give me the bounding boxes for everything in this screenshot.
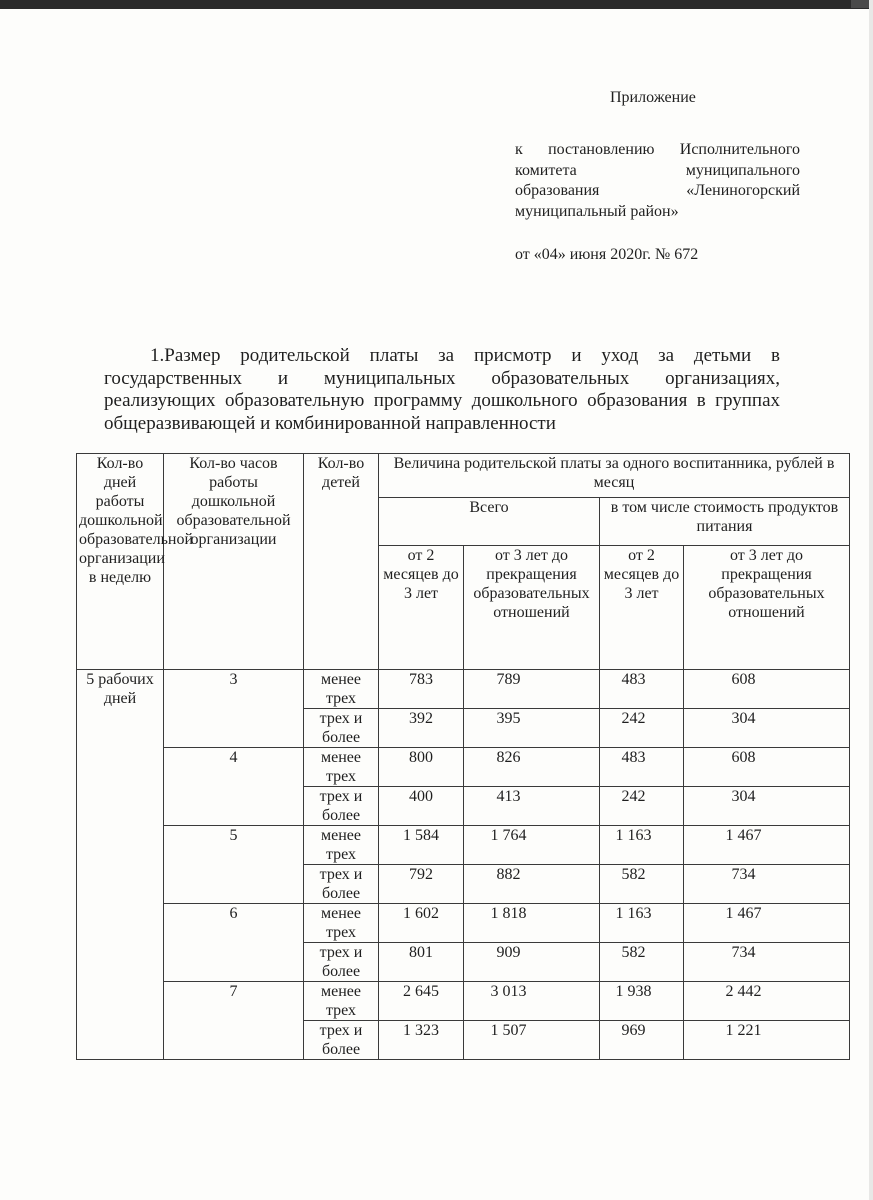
hours-cell: 4: [164, 748, 304, 826]
value-cell: 400: [379, 787, 464, 826]
value-cell: 1 938: [600, 982, 684, 1021]
heading-line: реализующих образовательную программу дошкольного образования в группах: [104, 390, 780, 411]
header-hours: Кол-во часов работы дошкольной образовательной организации: [164, 454, 304, 670]
value-cell: 1 163: [600, 904, 684, 943]
value-cell: 608: [684, 748, 850, 787]
value-cell: 1 163: [600, 826, 684, 865]
value-cell: 304: [684, 709, 850, 748]
value-cell: 392: [379, 709, 464, 748]
value-cell: 1 507: [464, 1021, 600, 1060]
appendix-reference: [515, 140, 800, 222]
table-row: [77, 904, 850, 943]
appendix-line: комитета муниципального: [515, 161, 800, 179]
table-row: [77, 670, 850, 709]
scan-top-edge: [0, 0, 873, 9]
fee-table: [76, 453, 850, 1060]
value-cell: 792: [379, 865, 464, 904]
kids-cell: менее трех: [304, 670, 379, 709]
value-cell: 395: [464, 709, 600, 748]
value-cell: 2 645: [379, 982, 464, 1021]
header-age-4: от 3 лет до прекращения образовательных отношений: [684, 546, 850, 670]
section-heading: [104, 345, 780, 435]
hours-cell: 6: [164, 904, 304, 982]
table-row: [77, 826, 850, 865]
value-cell: 483: [600, 670, 684, 709]
value-cell: 3 013: [464, 982, 600, 1021]
value-cell: 1 602: [379, 904, 464, 943]
header-fee: Величина родительской платы за одного воспитанника, рублей в месяц: [379, 454, 850, 498]
kids-cell: трех и более: [304, 943, 379, 982]
hours-cell: 3: [164, 670, 304, 748]
heading-line: государственных и муниципальных образовательных организациях,: [104, 367, 780, 389]
value-cell: 800: [379, 748, 464, 787]
value-cell: 608: [684, 670, 850, 709]
value-cell: 304: [684, 787, 850, 826]
kids-cell: трех и более: [304, 865, 379, 904]
value-cell: 1 467: [684, 826, 850, 865]
header-age-2: от 3 лет до прекращения образовательных отношений: [464, 546, 600, 670]
value-cell: 1 323: [379, 1021, 464, 1060]
value-cell: 882: [464, 865, 600, 904]
appendix-line: муниципальный район»: [515, 202, 679, 220]
value-cell: 734: [684, 943, 850, 982]
value-cell: 2 442: [684, 982, 850, 1021]
header-total: Всего: [379, 498, 600, 546]
value-cell: 969: [600, 1021, 684, 1060]
kids-cell: трех и более: [304, 1021, 379, 1060]
header-food: в том числе стоимость продуктов питания: [600, 498, 850, 546]
kids-cell: менее трех: [304, 826, 379, 865]
value-cell: 909: [464, 943, 600, 982]
value-cell: 801: [379, 943, 464, 982]
value-cell: 413: [464, 787, 600, 826]
value-cell: 242: [600, 787, 684, 826]
value-cell: 1 467: [684, 904, 850, 943]
value-cell: 582: [600, 865, 684, 904]
appendix-line: к постановлению Исполнительного: [515, 141, 800, 158]
header-age-1: от 2 месяцев до 3 лет: [379, 546, 464, 670]
kids-cell: трех и более: [304, 787, 379, 826]
value-cell: 826: [464, 748, 600, 787]
value-cell: 789: [464, 670, 600, 709]
value-cell: 582: [600, 943, 684, 982]
heading-line: 1.Размер родительской платы за присмотр и уход за детьми в: [150, 345, 780, 366]
value-cell: 1 818: [464, 904, 600, 943]
table-row: [77, 982, 850, 1021]
appendix-line: образования «Лениногорский: [515, 182, 800, 199]
value-cell: 1 221: [684, 1021, 850, 1060]
header-kids: Кол-во детей: [304, 454, 379, 670]
hours-cell: 7: [164, 982, 304, 1060]
header-days: Кол-во дней работы дошкольной образовательной организации в неделю: [77, 454, 164, 670]
value-cell: 734: [684, 865, 850, 904]
header-age-3: от 2 месяцев до 3 лет: [600, 546, 684, 670]
value-cell: 783: [379, 670, 464, 709]
value-cell: 1 584: [379, 826, 464, 865]
heading-line: общеразвивающей и комбинированной направленности: [104, 412, 556, 434]
scan-right-edge: [869, 0, 873, 1200]
days-cell: 5 рабочих дней: [77, 670, 164, 1060]
kids-cell: менее трех: [304, 904, 379, 943]
value-cell: 242: [600, 709, 684, 748]
hours-cell: 5: [164, 826, 304, 904]
value-cell: 483: [600, 748, 684, 787]
table-row: [77, 748, 850, 787]
value-cell: 1 764: [464, 826, 600, 865]
kids-cell: трех и более: [304, 709, 379, 748]
kids-cell: менее трех: [304, 748, 379, 787]
kids-cell: менее трех: [304, 982, 379, 1021]
appendix-title: Приложение: [610, 89, 696, 106]
appendix-date: от «04» июня 2020г. № 672: [515, 246, 699, 263]
